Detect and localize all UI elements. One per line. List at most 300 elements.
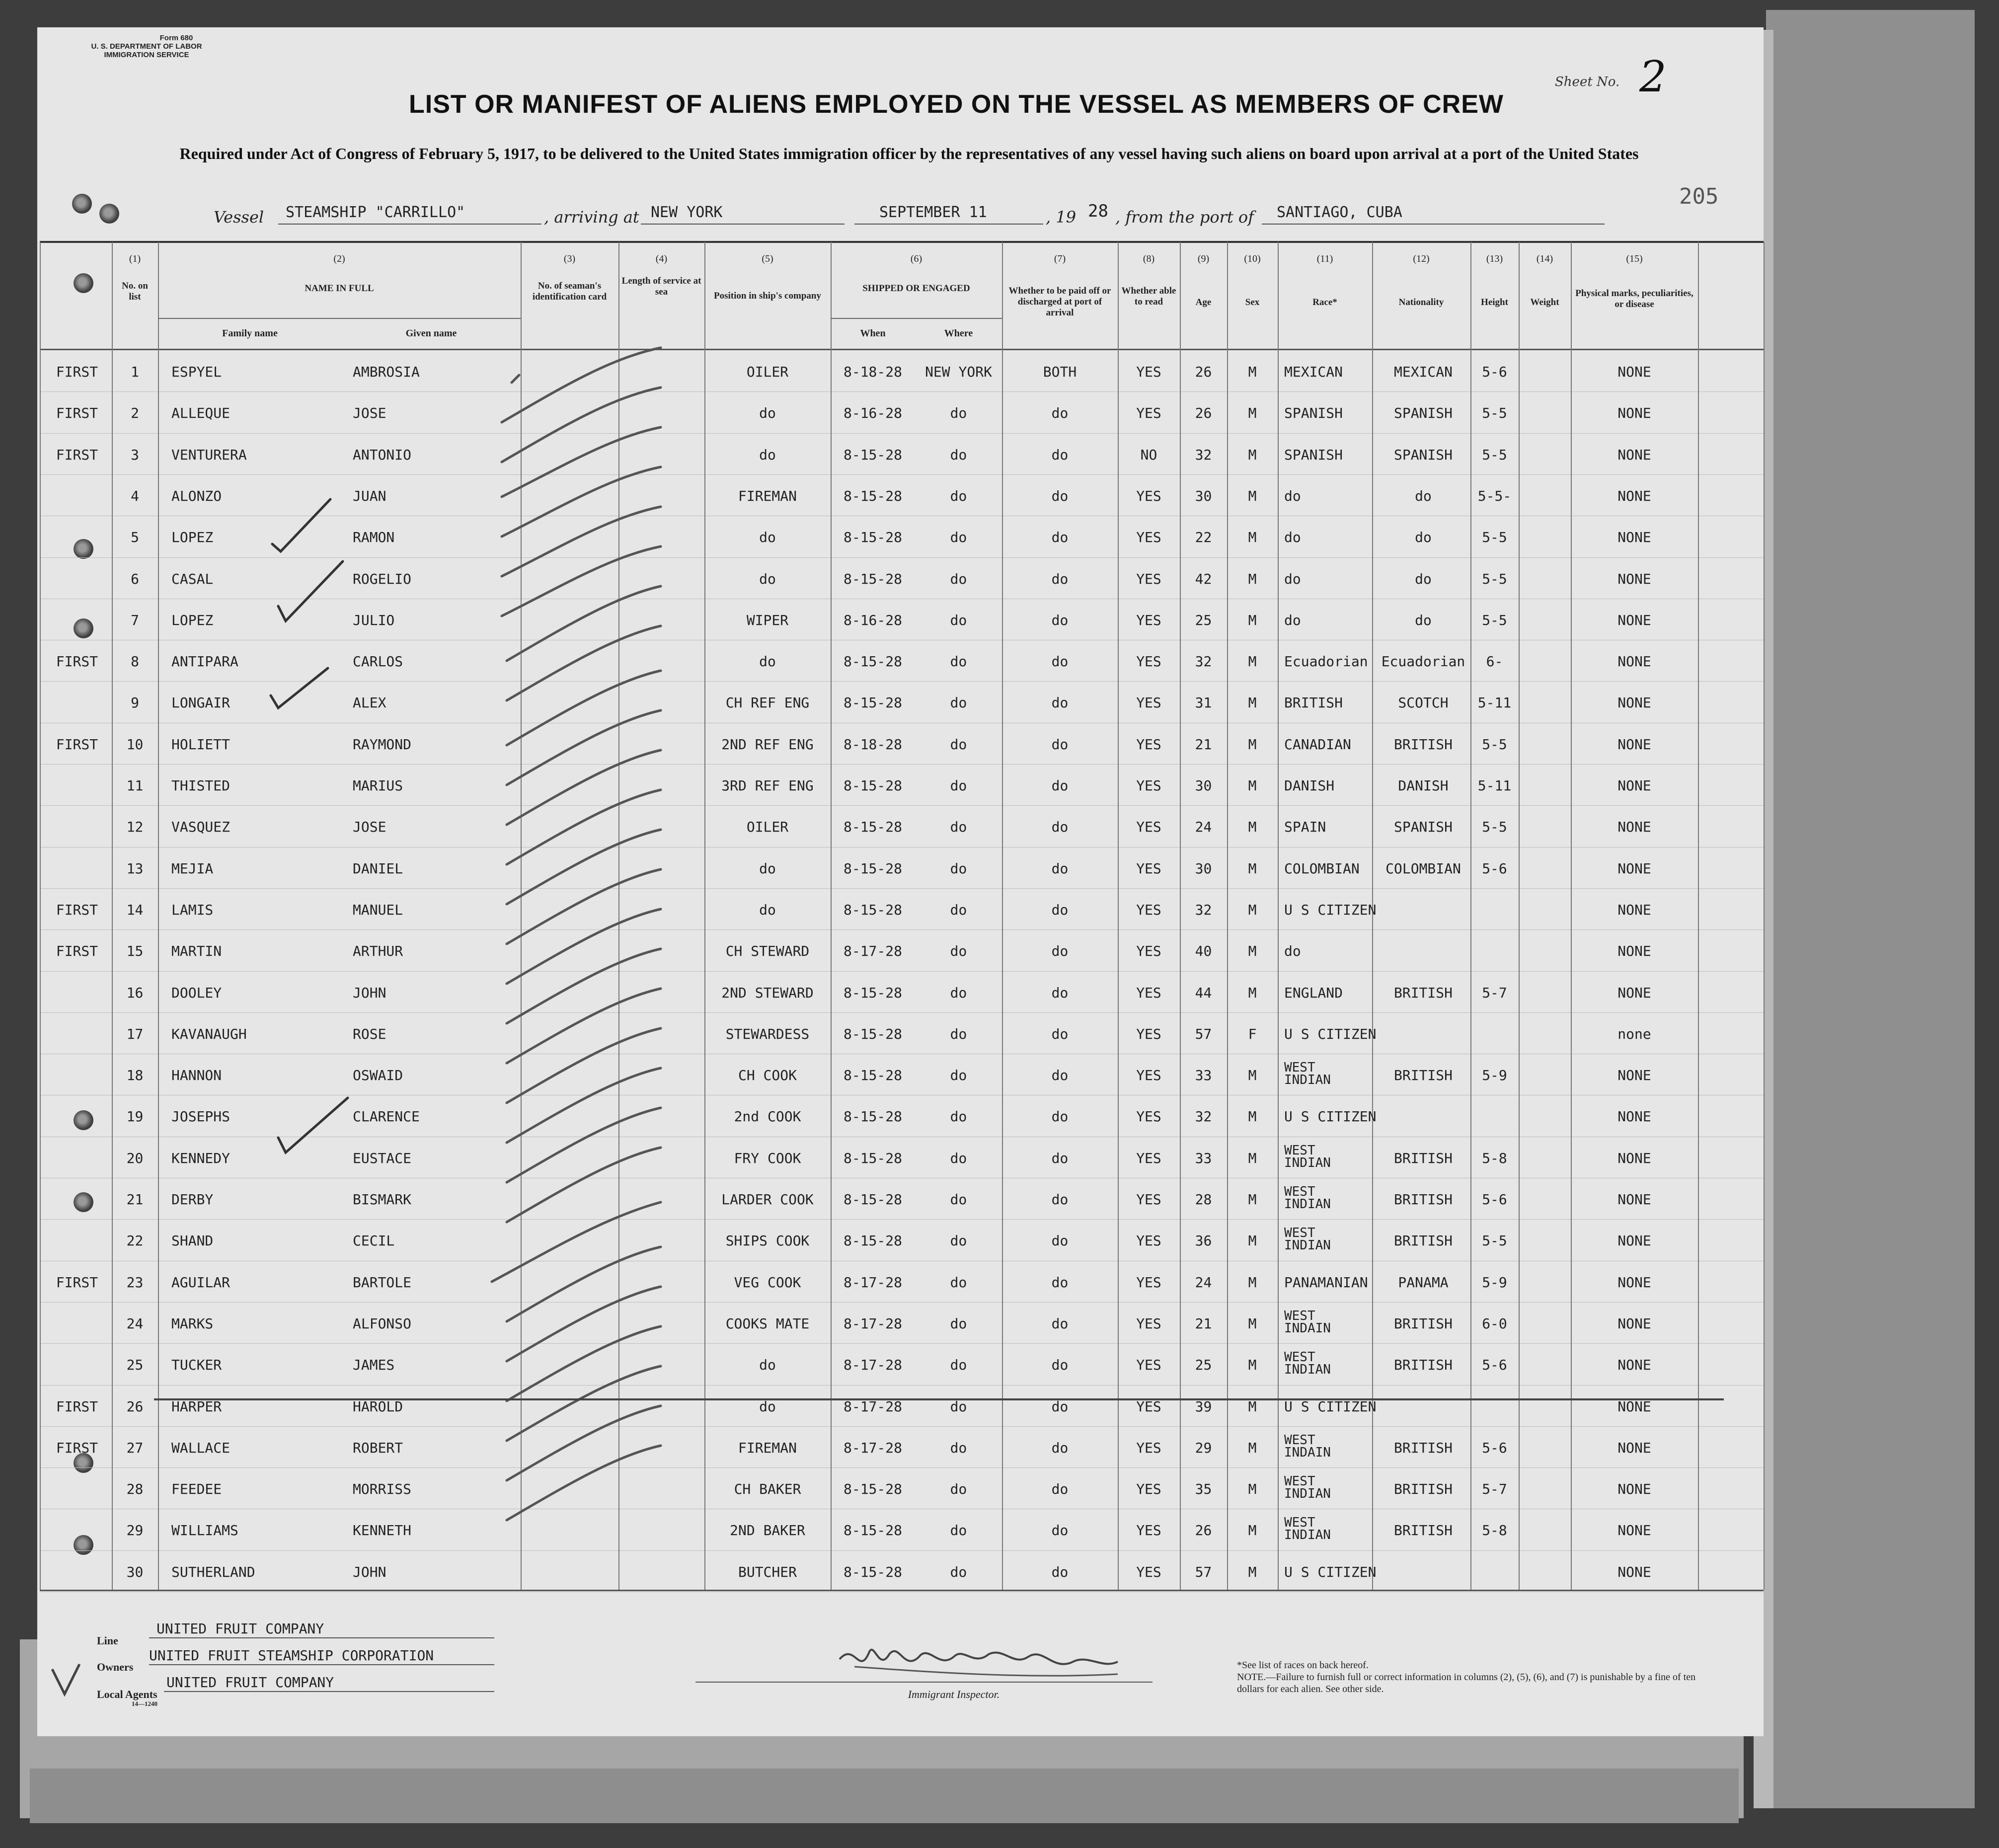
cell-no: 21	[126, 1191, 144, 1208]
cell-marks: NONE	[1617, 571, 1651, 587]
cell-given: AMBROSIA	[353, 364, 420, 380]
cell-position: 2ND STEWARD	[721, 985, 814, 1001]
cell-paid: do	[1051, 1191, 1069, 1208]
cell-age: 24	[1195, 1274, 1212, 1291]
cell-family: SHAND	[171, 1232, 214, 1249]
cell-position: OILER	[746, 819, 789, 835]
cell-height: 5-11	[1477, 694, 1512, 711]
cell-position: CH REF ENG	[725, 694, 810, 711]
column-header: Height	[1481, 297, 1508, 308]
cell-nationality: BRITISH	[1393, 1232, 1453, 1249]
year-label: , 19	[1046, 208, 1076, 227]
cell-paid: do	[1051, 1564, 1069, 1580]
cell-read: YES	[1136, 860, 1161, 877]
cell-read: YES	[1136, 1315, 1161, 1332]
cell-sex: M	[1248, 447, 1257, 463]
cell-position: LARDER COOK	[721, 1191, 814, 1208]
cell-mark: FIRST	[56, 653, 98, 670]
cell-mark: FIRST	[56, 1274, 98, 1291]
cell-given: ROGELIO	[353, 571, 412, 587]
cell-race: WEST INDIAN	[1284, 1143, 1331, 1170]
cell-marks: NONE	[1617, 1150, 1651, 1166]
cell-height: 5-5	[1482, 736, 1507, 753]
cell-read: YES	[1136, 1232, 1161, 1249]
shipped-where-subheader: Where	[944, 328, 973, 339]
cell-when: 8-15-28	[843, 1108, 902, 1125]
column-number: (3)	[563, 253, 576, 264]
cell-marks: NONE	[1617, 1067, 1651, 1083]
cell-family: VASQUEZ	[171, 819, 231, 835]
cell-where: do	[950, 529, 967, 545]
cell-family: MARTIN	[171, 943, 222, 959]
cell-read: YES	[1136, 405, 1161, 421]
cell-height: 5-9	[1482, 1274, 1507, 1291]
cell-paid: do	[1051, 529, 1069, 545]
column-header: Sex	[1245, 297, 1260, 308]
cell-nationality: do	[1415, 488, 1432, 504]
cell-read: YES	[1136, 1564, 1161, 1580]
cell-marks: NONE	[1617, 1232, 1651, 1249]
cell-no: 15	[126, 943, 144, 959]
cell-where: do	[950, 1564, 967, 1580]
cell-family: LONGAIR	[171, 694, 231, 711]
local-agents-underline	[164, 1691, 494, 1692]
cell-no: 27	[126, 1440, 144, 1456]
cell-age: 22	[1195, 529, 1212, 545]
cell-when: 8-15-28	[843, 902, 902, 918]
cell-when: 8-15-28	[843, 1150, 902, 1166]
cell-race: Ecuadorian	[1284, 653, 1368, 670]
cell-sex: M	[1248, 860, 1257, 877]
cell-marks: NONE	[1617, 488, 1651, 504]
cell-age: 24	[1195, 819, 1212, 835]
cell-marks: NONE	[1617, 1398, 1651, 1415]
cell-height: 5-5	[1482, 571, 1507, 587]
cell-no: 29	[126, 1522, 144, 1539]
cell-where: do	[950, 1150, 967, 1166]
cell-height: 5-8	[1482, 1150, 1507, 1166]
cell-height: 5-5-	[1477, 488, 1512, 504]
cell-given: JOSE	[353, 819, 386, 835]
cell-age: 33	[1195, 1150, 1212, 1166]
arriving-label: , arriving at	[544, 208, 639, 227]
owners-underline	[149, 1664, 494, 1665]
line-underline	[149, 1637, 494, 1638]
cell-marks: NONE	[1617, 405, 1651, 421]
cell-paid: do	[1051, 571, 1069, 587]
cell-sex: M	[1248, 529, 1257, 545]
cell-sex: M	[1248, 1564, 1257, 1580]
cell-no: 24	[126, 1315, 144, 1332]
column-number: (4)	[655, 253, 668, 264]
cell-height: 6-0	[1482, 1315, 1507, 1332]
cell-family: KENNEDY	[171, 1150, 231, 1166]
cell-position: do	[759, 447, 776, 463]
cell-given: BARTOLE	[353, 1274, 412, 1291]
cell-read: YES	[1136, 612, 1161, 628]
cell-no: 20	[126, 1150, 144, 1166]
cell-paid: do	[1051, 612, 1069, 628]
cell-paid: do	[1051, 1357, 1069, 1373]
footnote	[1237, 1659, 1709, 1695]
cell-where: do	[950, 943, 967, 959]
column-number: (14)	[1536, 253, 1553, 264]
cell-no: 4	[131, 488, 139, 504]
cell-marks: NONE	[1617, 364, 1651, 380]
cell-family: DOOLEY	[171, 985, 222, 1001]
cell-when: 8-17-28	[843, 1315, 902, 1332]
cell-family: HOLIETT	[171, 736, 231, 753]
cell-age: 28	[1195, 1191, 1212, 1208]
cell-where: do	[950, 612, 967, 628]
cell-race: WEST INDIAN	[1284, 1350, 1331, 1377]
cell-given: JUAN	[353, 488, 386, 504]
cell-read: YES	[1136, 736, 1161, 753]
cell-family: KAVANAUGH	[171, 1026, 247, 1042]
cell-read: YES	[1136, 1522, 1161, 1539]
cell-age: 30	[1195, 777, 1212, 794]
given-name-subheader: Given name	[405, 328, 457, 339]
cell-where: NEW YORK	[925, 364, 992, 380]
cell-when: 8-17-28	[843, 1274, 902, 1291]
column-header: Length of service at sea	[621, 276, 701, 297]
cell-race: WEST INDIAN	[1284, 1515, 1331, 1542]
column-header: Position in ship's company	[714, 291, 821, 301]
cell-nationality: SCOTCH	[1398, 694, 1449, 711]
cell-position: do	[759, 1357, 776, 1373]
cell-height: 6-	[1486, 653, 1503, 670]
cell-race: do	[1284, 943, 1301, 959]
cell-where: do	[950, 1357, 967, 1373]
cell-age: 25	[1195, 1357, 1212, 1373]
cell-no: 9	[131, 694, 139, 711]
cell-race: ENGLAND	[1284, 985, 1343, 1001]
cell-given: OSWAID	[353, 1067, 403, 1083]
cell-family: WALLACE	[171, 1440, 231, 1456]
cell-no: 25	[126, 1357, 144, 1373]
cell-position: WIPER	[746, 612, 789, 628]
cell-race: CANADIAN	[1284, 736, 1351, 753]
column-header: Nationality	[1398, 297, 1444, 308]
cell-given: RAMON	[353, 529, 395, 545]
cell-sex: M	[1248, 488, 1257, 504]
cell-where: do	[950, 1398, 967, 1415]
cell-no: 13	[126, 860, 144, 877]
cell-marks: NONE	[1617, 1440, 1651, 1456]
cell-no: 17	[126, 1026, 144, 1042]
cell-read: YES	[1136, 1026, 1161, 1042]
cell-given: KENNETH	[353, 1522, 412, 1539]
column-number: (12)	[1413, 253, 1430, 264]
cell-marks: NONE	[1617, 694, 1651, 711]
cell-when: 8-15-28	[843, 694, 902, 711]
cell-when: 8-15-28	[843, 1067, 902, 1083]
cell-paid: do	[1051, 943, 1069, 959]
cell-race: do	[1284, 571, 1301, 587]
cell-age: 21	[1195, 1315, 1212, 1332]
cell-family: MARKS	[171, 1315, 214, 1332]
cell-position: OILER	[746, 364, 789, 380]
cell-marks: NONE	[1617, 612, 1651, 628]
column-header: Whether able to read	[1121, 286, 1176, 307]
column-number: (9)	[1197, 253, 1210, 264]
cell-where: do	[950, 1315, 967, 1332]
cell-sex: M	[1248, 943, 1257, 959]
cell-race: do	[1284, 529, 1301, 545]
cell-position: FRY COOK	[734, 1150, 801, 1166]
cell-where: do	[950, 1067, 967, 1083]
footnote-penalty: NOTE.—Failure to furnish full or correct information in columns (2), (5), (6), and (7) is punishable by a fine of ten dollars for each alien. See other side.	[1237, 1672, 1696, 1694]
cell-sex: M	[1248, 1522, 1257, 1539]
column-header: Race*	[1312, 297, 1337, 308]
cell-when: 8-15-28	[843, 488, 902, 504]
cell-no: 3	[131, 447, 139, 463]
cell-nationality: SPANISH	[1393, 447, 1453, 463]
page-subtitle: Required under Act of Congress of February 5, 1917, to be delivered to the United States immigration officer by the representatives of any vessel having such aliens on board upon arrival at a port of the United States	[179, 145, 1639, 162]
arrival-port: NEW YORK	[651, 204, 723, 221]
cell-sex: M	[1248, 1481, 1257, 1497]
cell-family: LOPEZ	[171, 612, 214, 628]
cell-nationality: BRITISH	[1393, 1357, 1453, 1373]
cell-family: ESPYEL	[171, 364, 222, 380]
cell-read: YES	[1136, 1357, 1161, 1373]
cell-where: do	[950, 1481, 967, 1497]
form-service: IMMIGRATION SERVICE	[104, 51, 189, 59]
column-header: No. on list	[122, 281, 148, 302]
cell-nationality: BRITISH	[1393, 1067, 1453, 1083]
cell-paid: do	[1051, 447, 1069, 463]
cell-position: 3RD REF ENG	[721, 777, 814, 794]
cell-when: 8-17-28	[843, 943, 902, 959]
cell-position: FIREMAN	[738, 488, 797, 504]
cell-marks: NONE	[1617, 529, 1651, 545]
cell-paid: do	[1051, 1067, 1069, 1083]
form-code: 14—1240	[132, 1700, 157, 1707]
cell-age: 40	[1195, 943, 1212, 959]
cell-read: YES	[1136, 985, 1161, 1001]
cell-paid: do	[1051, 902, 1069, 918]
cell-nationality: BRITISH	[1393, 1481, 1453, 1497]
cell-marks: NONE	[1617, 736, 1651, 753]
cell-race: MEXICAN	[1284, 364, 1343, 380]
cell-family: ANTIPARA	[171, 653, 238, 670]
cell-no: 11	[126, 777, 144, 794]
cell-marks: NONE	[1617, 1481, 1651, 1497]
cell-given: ARTHUR	[353, 943, 403, 959]
cell-read: YES	[1136, 529, 1161, 545]
cell-no: 1	[131, 364, 139, 380]
cell-read: YES	[1136, 1398, 1161, 1415]
column-header: SHIPPED OR ENGAGED	[862, 283, 970, 294]
column-number: (15)	[1626, 253, 1643, 264]
cell-marks: NONE	[1617, 1522, 1651, 1539]
cell-age: 26	[1195, 1522, 1212, 1539]
cell-family: HANNON	[171, 1067, 222, 1083]
cell-given: ANTONIO	[353, 447, 412, 463]
cell-race: U S CITIZEN	[1284, 1026, 1377, 1042]
cell-no: 14	[126, 902, 144, 918]
cell-where: do	[950, 653, 967, 670]
cell-race: U S CITIZEN	[1284, 902, 1377, 918]
cell-no: 7	[131, 612, 139, 628]
cell-race: do	[1284, 488, 1301, 504]
cell-position: do	[759, 405, 776, 421]
cell-read: YES	[1136, 364, 1161, 380]
cell-read: YES	[1136, 1067, 1161, 1083]
cell-paid: do	[1051, 488, 1069, 504]
cell-sex: M	[1248, 1398, 1257, 1415]
cell-position: 2nd COOK	[734, 1108, 801, 1125]
cell-read: YES	[1136, 571, 1161, 587]
cell-where: do	[950, 902, 967, 918]
cell-mark: FIRST	[56, 1440, 98, 1456]
cell-race: WEST INDAIN	[1284, 1309, 1331, 1336]
cell-age: 57	[1195, 1026, 1212, 1042]
column-number: (8)	[1143, 253, 1155, 264]
cell-where: do	[950, 571, 967, 587]
cell-no: 23	[126, 1274, 144, 1291]
cell-when: 8-16-28	[843, 405, 902, 421]
cell-when: 8-15-28	[843, 985, 902, 1001]
cell-position: do	[759, 529, 776, 545]
cell-given: ALFONSO	[353, 1315, 412, 1332]
from-port: SANTIAGO, CUBA	[1277, 204, 1402, 221]
column-number: (13)	[1486, 253, 1503, 264]
cell-no: 12	[126, 819, 144, 835]
cell-height: 5-6	[1482, 1440, 1507, 1456]
cell-when: 8-15-28	[843, 1481, 902, 1497]
cell-race: SPANISH	[1284, 405, 1343, 421]
cell-where: do	[950, 1232, 967, 1249]
cell-when: 8-18-28	[843, 736, 902, 753]
cell-where: do	[950, 1522, 967, 1539]
cell-when: 8-15-28	[843, 447, 902, 463]
column-header: Age	[1195, 297, 1212, 308]
cell-marks: NONE	[1617, 447, 1651, 463]
cell-age: 32	[1195, 447, 1212, 463]
stamp-number: 205	[1679, 184, 1719, 209]
line-label: Line	[97, 1634, 118, 1647]
cell-when: 8-15-28	[843, 1026, 902, 1042]
cell-when: 8-15-28	[843, 819, 902, 835]
cell-when: 8-15-28	[843, 529, 902, 545]
cell-height: 5-6	[1482, 1191, 1507, 1208]
cell-race: SPANISH	[1284, 447, 1343, 463]
cell-read: YES	[1136, 488, 1161, 504]
cell-family: DERBY	[171, 1191, 214, 1208]
cell-sex: M	[1248, 571, 1257, 587]
cell-family: AGUILAR	[171, 1274, 231, 1291]
margin-pencil-mark	[45, 1659, 89, 1704]
cell-mark: FIRST	[56, 405, 98, 421]
cell-marks: NONE	[1617, 1108, 1651, 1125]
cell-given: RAYMOND	[353, 736, 412, 753]
cell-family: ALLEQUE	[171, 405, 231, 421]
cell-nationality: BRITISH	[1393, 1150, 1453, 1166]
cell-race: U S CITIZEN	[1284, 1564, 1377, 1580]
column-header: Whether to be paid off or discharged at port of arrival	[1008, 286, 1111, 318]
cell-sex: M	[1248, 1315, 1257, 1332]
cell-paid: do	[1051, 736, 1069, 753]
cell-where: do	[950, 736, 967, 753]
cell-given: JOHN	[353, 985, 386, 1001]
cell-family: THISTED	[171, 777, 231, 794]
cell-marks: NONE	[1617, 1274, 1651, 1291]
cell-marks: NONE	[1617, 1191, 1651, 1208]
column-number: (1)	[129, 253, 141, 264]
cell-height: 5-8	[1482, 1522, 1507, 1539]
cell-when: 8-15-28	[843, 1232, 902, 1249]
cell-given: MANUEL	[353, 902, 403, 918]
cell-read: YES	[1136, 819, 1161, 835]
cell-when: 8-17-28	[843, 1357, 902, 1373]
vessel-label: Vessel	[214, 208, 264, 227]
cell-nationality: BRITISH	[1393, 985, 1453, 1001]
cell-age: 30	[1195, 860, 1212, 877]
cell-when: 8-17-28	[843, 1398, 902, 1415]
cell-age: 26	[1195, 364, 1212, 380]
cell-where: do	[950, 1108, 967, 1125]
cell-sex: M	[1248, 777, 1257, 794]
cell-sex: M	[1248, 736, 1257, 753]
cell-paid: BOTH	[1043, 364, 1077, 380]
cell-read: YES	[1136, 1274, 1161, 1291]
cell-marks: NONE	[1617, 777, 1651, 794]
cell-sex: M	[1248, 985, 1257, 1001]
cell-age: 44	[1195, 985, 1212, 1001]
cell-given: HAROLD	[353, 1398, 403, 1415]
cell-marks: NONE	[1617, 819, 1651, 835]
cell-read: YES	[1136, 1440, 1161, 1456]
cell-height: 5-5	[1482, 447, 1507, 463]
cell-sex: M	[1248, 1191, 1257, 1208]
sheet-number-label: Sheet No.	[1555, 75, 1620, 89]
cell-no: 5	[131, 529, 139, 545]
cell-age: 42	[1195, 571, 1212, 587]
cell-paid: do	[1051, 1398, 1069, 1415]
cell-when: 8-18-28	[843, 364, 902, 380]
cell-no: 8	[131, 653, 139, 670]
cell-position: do	[759, 1398, 776, 1415]
cell-mark: FIRST	[56, 447, 98, 463]
cell-sex: M	[1248, 819, 1257, 835]
cell-age: 30	[1195, 488, 1212, 504]
cell-paid: do	[1051, 819, 1069, 835]
cell-sex: M	[1248, 1232, 1257, 1249]
cell-read: YES	[1136, 1108, 1161, 1125]
cell-given: BISMARK	[353, 1191, 412, 1208]
cell-family: LOPEZ	[171, 529, 214, 545]
cell-height: 5-6	[1482, 364, 1507, 380]
cell-paid: do	[1051, 1026, 1069, 1042]
cell-when: 8-17-28	[843, 1440, 902, 1456]
cell-where: do	[950, 694, 967, 711]
cell-nationality: SPANISH	[1393, 405, 1453, 421]
cell-nationality: do	[1415, 612, 1432, 628]
owners-label: Owners	[97, 1661, 134, 1673]
cell-height: 5-11	[1477, 777, 1512, 794]
cell-paid: do	[1051, 1522, 1069, 1539]
cell-paid: do	[1051, 1440, 1069, 1456]
column-header: No. of seaman's identification card	[532, 281, 607, 302]
cell-marks: NONE	[1617, 943, 1651, 959]
cell-paid: do	[1051, 1150, 1069, 1166]
cell-nationality: Ecuadorian	[1381, 653, 1465, 670]
cell-given: ALEX	[353, 694, 386, 711]
cell-where: do	[950, 860, 967, 877]
cell-given: ROBERT	[353, 1440, 403, 1456]
cell-race: U S CITIZEN	[1284, 1108, 1377, 1125]
